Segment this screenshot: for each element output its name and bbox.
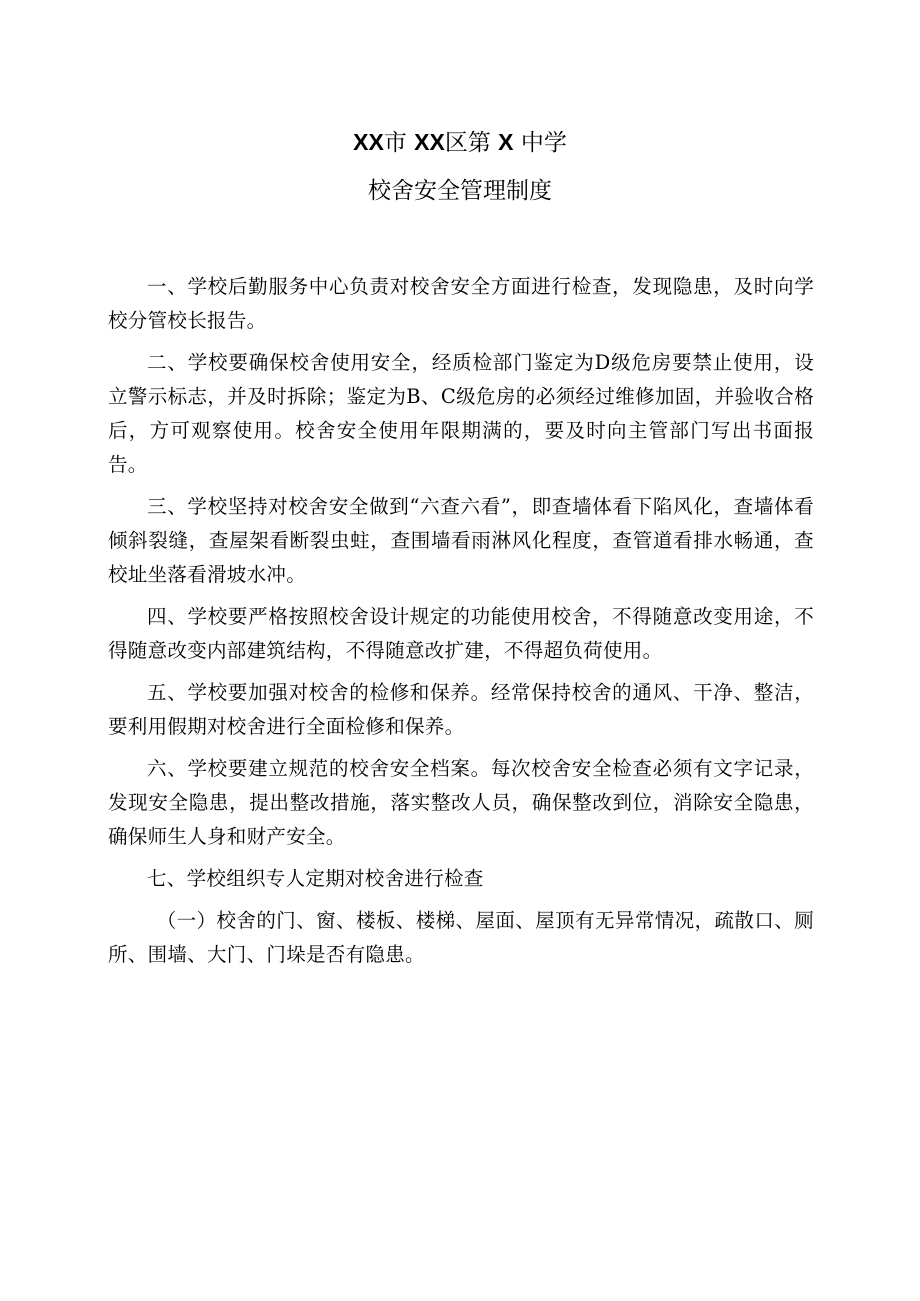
paragraph-7-item-1: （一）校舍的门、窗、楼板、楼梯、屋面、屋顶有无异常情况，疏散口、厕所、围墙、大门、门垛是否有隐患。 (108, 909, 814, 966)
paragraph-4: 四、学校要严格按照校舍设计规定的功能使用校舍，不得随意改变用途，不得随意改变内部建筑结构，不得随意改扩建，不得超负荷使用。 (108, 605, 814, 662)
paragraph-2: 二、学校要确保校舍使用安全，经质检部门鉴定为D级危房要禁止使用，设立警示标志，并及时拆除；鉴定为B、C级危房的必须经过维修加固，并验收合格后，方可观察使用。校舍安全使用年限期满的，要及时向主管部门写出书面报告。 (108, 351, 814, 476)
document-body (108, 270, 814, 980)
title-school: 中学 (520, 130, 567, 156)
document-subtitle: 校舍安全管理制度 (368, 178, 552, 204)
paragraph-5: 五、学校要加强对校舍的检修和保养。经常保持校舍的通风、干净、整洁，要利用假期对校舍进行全面检修和保养。 (108, 681, 814, 738)
title-district-code: XX (414, 129, 445, 155)
paragraph-3: 三、学校坚持对校舍安全做到“六查六看”，即查墙体看下陷风化，查墙体看倾斜裂缝，查屋架看断裂虫蛀，查围墙看雨淋风化程度，查管道看排水畅通，查校址坐落看滑坡水冲。 (108, 495, 814, 586)
paragraph-6: 六、学校要建立规范的校舍安全档案。每次校舍安全检查必须有文字记录，发现安全隐患，提出整改措施，落实整改人员，确保整改到位，消除安全隐患，确保师生人身和财产安全。 (108, 757, 814, 848)
document-title (0, 127, 920, 158)
title-prefix: XX (353, 129, 384, 155)
title-school-code: X (498, 129, 514, 155)
paragraph-1: 一、学校后勤服务中心负责对校舍安全方面进行检查，发现隐患，及时向学校分管校长报告。 (108, 275, 814, 332)
title-city: 市 (383, 130, 407, 156)
paragraph-7: 七、学校组织专人定期对校舍进行检查 (147, 867, 484, 890)
title-district: 区第 (444, 130, 491, 156)
